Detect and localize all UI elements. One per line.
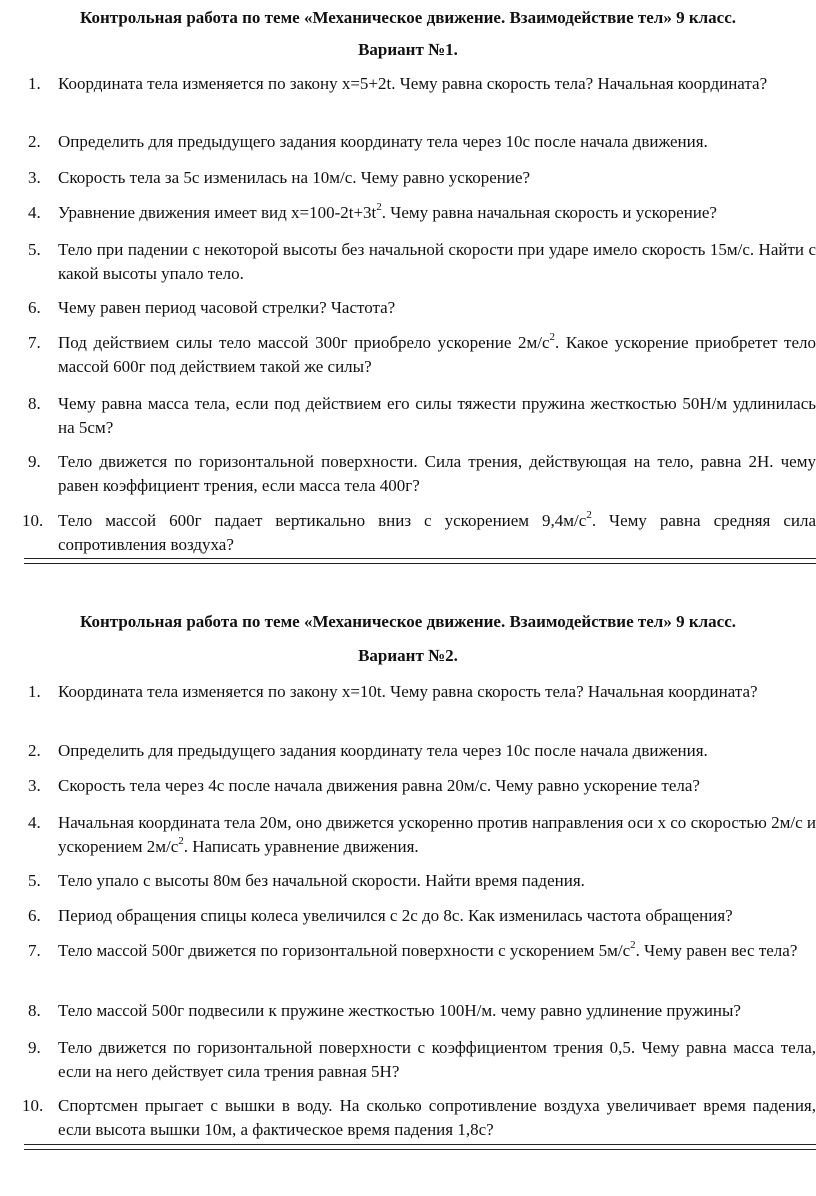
question-number: 4.	[28, 203, 41, 222]
question-number: 10.	[22, 1096, 44, 1115]
question-text: Определить для предыдущего задания координату тела через 10с после начала движения.	[58, 741, 708, 760]
question-number: 2.	[28, 132, 41, 151]
question-number: 6.	[28, 298, 41, 317]
question-number: 8.	[28, 394, 41, 413]
question-text: Спортсмен прыгает с вышки в воду. На сколько сопротивление воздуха увеличивает время падения, если высота вышки 10м, а фактическое время падения 1,8с?	[58, 1096, 816, 1139]
question-text: Уравнение движения имеет вид $x=100-2t+3t^2$. Чему равна начальная скорость и ускорение?	[58, 201, 717, 222]
question-text: Тело упало с высоты 80м без начальной скорости. Найти время падения.	[58, 871, 585, 890]
question-number: 8.	[28, 1001, 41, 1020]
section-divider-bottom	[24, 1144, 816, 1150]
question-number: 9.	[28, 452, 41, 471]
section-divider	[24, 558, 816, 564]
question-text: Тело движется по горизонтальной поверхности с коэффициентом трения 0,5. Чему равна масса тела, если на него действует сила трения равная 5Н?	[58, 1038, 816, 1081]
question-number: 5.	[28, 240, 41, 259]
question-text: Определить для предыдущего задания координату тела через 10с после начала движения.	[58, 132, 708, 151]
variant2-label: Вариант №2.	[358, 646, 458, 665]
question-number: 5.	[28, 871, 41, 890]
question-number: 2.	[28, 741, 41, 760]
question-number: 1.	[28, 74, 41, 93]
question-number: 1.	[28, 682, 41, 701]
variant1-label: Вариант №1.	[358, 40, 458, 59]
question-text: Тело массой 500г подвесили к пружине жесткостью 100Н/м. чему равно удлинение пружины?	[58, 1001, 741, 1020]
question-text: Период обращения спицы колеса увеличился с 2с до 8с. Как изменилась частота обращения?	[58, 906, 733, 925]
question-text: Тело движется по горизонтальной поверхности. Сила трения, действующая на тело, равна 2Н. чему равен коэффициент трения, если масса тела 400г?	[58, 452, 816, 495]
question-text: Тело массой 600г падает вертикально вниз с ускорением $9,4м/с^2$. Чему равна средняя сила сопротивления воздуха?	[58, 509, 816, 554]
question-number: 3.	[28, 776, 41, 795]
question-number: 6.	[28, 906, 41, 925]
question-text: Чему равна масса тела, если под действием его силы тяжести пружина жесткостью 50Н/м удлинилась на 5см?	[58, 394, 816, 437]
question-number: 10.	[22, 511, 44, 530]
question-text: Тело массой 500г движется по горизонтальной поверхности с ускорением $5м/с^2$. Чему равен вес тела?	[58, 939, 798, 960]
question-number: 3.	[28, 168, 41, 187]
variant1-title: Контрольная работа по теме «Механическое движение. Взаимодействие тел» 9 класс.	[79, 8, 736, 27]
question-number: 9.	[28, 1038, 41, 1057]
question-text: Под действием силы тело массой 300г приобрело ускорение $2м/с^2$. Какое ускорение приобретет тело массой 600г под действием такой же силы?	[58, 331, 816, 376]
question-text: Начальная координата тела 20м, оно движется ускоренно против направления оси x со скоростью 2м/с и ускорением $2м/с^2$. Написать уравнение движения.	[58, 813, 816, 856]
question-number: 7.	[28, 333, 41, 352]
variant2-title: Контрольная работа по теме «Механическое движение. Взаимодействие тел» 9 класс.	[79, 612, 736, 631]
question-text: Тело при падении с некоторой высоты без начальной скорости при ударе имело скорость 15м/с. Найти с какой высоты упало тело.	[58, 240, 816, 283]
question-text: Чему равен период часовой стрелки? Частота?	[58, 298, 396, 317]
question-number: 7.	[28, 941, 41, 960]
question-text: Скорость тела за 5с изменилась на 10м/с. Чему равно ускорение?	[58, 168, 531, 187]
question-number: 4.	[28, 813, 41, 832]
question-text: Координата тела изменяется по закону x=5+2t. Чему равна скорость тела? Начальная координата?	[58, 74, 768, 93]
question-text: Координата тела изменяется по закону x=10t. Чему равна скорость тела? Начальная координата?	[58, 682, 758, 701]
question-text: Скорость тела через 4с после начала движения равна 20м/с. Чему равно ускорение тела?	[58, 776, 700, 795]
